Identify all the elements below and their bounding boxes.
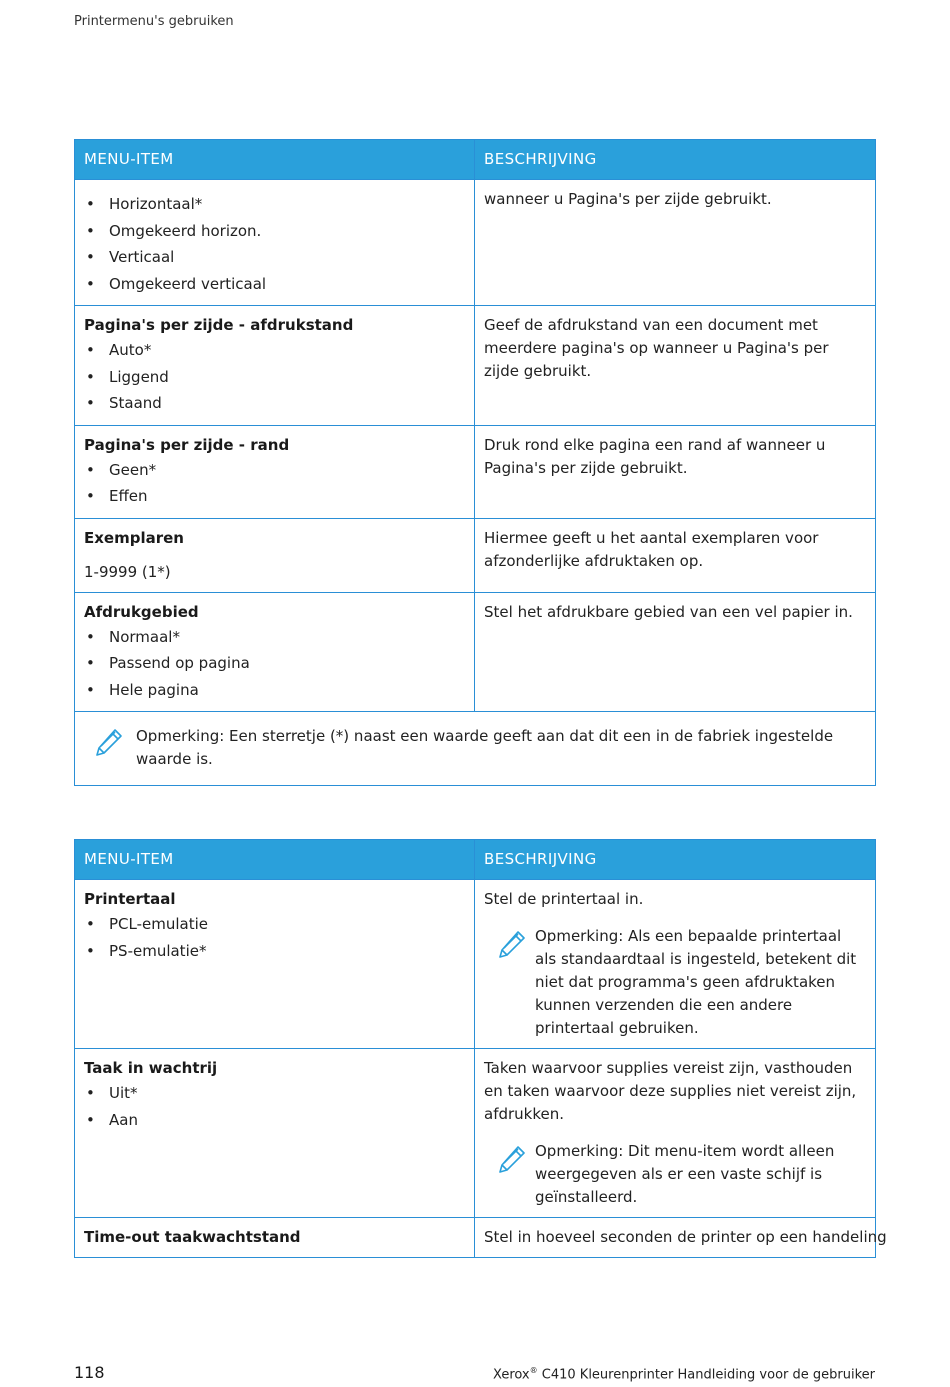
description-cell: Stel het afdrukbare gebied van een vel papier in.	[475, 592, 876, 712]
option: • Verticaal	[84, 244, 465, 271]
note-text: Opmerking: Dit menu-item wordt alleen weergegeven als er een vaste schijf is geïnstalleerd.	[535, 1142, 835, 1206]
footer-title	[493, 1366, 875, 1382]
menu-item-title: Pagina's per zijde - rand	[84, 435, 290, 454]
menu-item-title: Afdrukgebied	[84, 602, 199, 621]
table-row	[75, 880, 876, 1049]
option: • Horizontaal*	[84, 191, 465, 218]
option: • PS-emulatie*	[84, 938, 465, 965]
note-cell	[75, 712, 876, 786]
description-cell	[475, 880, 876, 1049]
table-row	[75, 306, 876, 426]
option: • Aan	[84, 1107, 465, 1134]
value-range: 1-9999 (1*)	[84, 562, 171, 581]
option: • Auto*	[84, 337, 465, 364]
pencil-icon	[497, 1144, 527, 1174]
option: • Hele pagina	[84, 677, 465, 704]
description-cell: Druk rond elke pagina een rand af wanneer u Pagina's per zijde gebruikt.	[475, 425, 876, 518]
menu-item-title: Exemplaren	[84, 528, 184, 547]
manual-title: C410 Kleurenprinter Handleiding voor de gebruiker	[537, 1367, 875, 1383]
table-row	[75, 518, 876, 592]
description-cell: wanneer u Pagina's per zijde gebruikt.	[475, 180, 876, 306]
option-list	[84, 911, 465, 964]
option: • Uit*	[84, 1080, 465, 1107]
note-row	[75, 712, 876, 786]
option: • Staand	[84, 390, 465, 417]
option: • Normaal*	[84, 624, 465, 651]
description-text: Stel de printertaal in.	[484, 890, 644, 908]
option-list	[84, 624, 465, 704]
description-cell: Geef de afdrukstand van een document met meerdere pagina's op wanneer u Pagina's per zijde gebruikt.	[475, 306, 876, 426]
col-header-menu-item: MENU-ITEM	[75, 840, 475, 880]
description-cell: Stel in hoeveel seconden de printer op een handeling	[475, 1218, 876, 1258]
menu-item-title: Time-out taakwachtstand	[84, 1228, 301, 1246]
table-header-row	[75, 840, 876, 880]
description-cell	[475, 1049, 876, 1218]
col-header-description: BESCHRIJVING	[475, 140, 876, 180]
note-text: Opmerking: Als een bepaalde printertaal als standaardtaal is ingesteld, betekent dit niet dat programma's geen afdruktaken kunnen verzenden die een andere printertaal gebruiken.	[535, 927, 857, 1037]
menu-item-cell	[75, 1218, 475, 1258]
table-row	[75, 1218, 876, 1258]
menu-item-cell	[75, 180, 475, 306]
col-header-menu-item: MENU-ITEM	[75, 140, 475, 180]
brand: Xerox	[493, 1367, 530, 1383]
menu-item-cell	[75, 592, 475, 712]
trademark: ®	[529, 1366, 538, 1375]
col-header-description: BESCHRIJVING	[475, 840, 876, 880]
table-row	[75, 425, 876, 518]
menu-item-title: Taak in wachtrij	[84, 1059, 218, 1077]
option: • Effen	[84, 483, 465, 510]
menu-item-cell	[75, 306, 475, 426]
table-header-row	[75, 140, 876, 180]
pencil-icon	[94, 727, 124, 757]
table-row	[75, 592, 876, 712]
menu-item-title: Printertaal	[84, 890, 176, 908]
menu-item-cell	[75, 880, 475, 1049]
menu-item-cell	[75, 518, 475, 592]
option-list	[84, 337, 465, 417]
note	[484, 1140, 866, 1209]
note	[84, 725, 866, 771]
option: • Liggend	[84, 364, 465, 391]
running-header: Printermenu's gebruiken	[74, 14, 234, 29]
option: • Omgekeerd verticaal	[84, 271, 465, 298]
pencil-icon	[497, 929, 527, 959]
menu-item-title: Pagina's per zijde - afdrukstand	[84, 316, 354, 334]
menu-table-2	[74, 839, 887, 1258]
table-row	[75, 180, 876, 306]
menu-item-cell	[75, 425, 475, 518]
option-list	[84, 191, 465, 297]
option-list	[84, 1080, 465, 1133]
page-number: 118	[74, 1363, 105, 1382]
note	[484, 925, 866, 1040]
description-text: Taken waarvoor supplies vereist zijn, vasthouden en taken waarvoor deze supplies niet vereist zijn, afdrukken.	[484, 1059, 857, 1123]
option-list	[84, 457, 465, 510]
menu-item-cell	[75, 1049, 475, 1218]
menu-table-1	[74, 139, 876, 786]
note-text: Opmerking: Een sterretje (*) naast een waarde geeft aan dat dit een in de fabriek ingestelde waarde is.	[136, 727, 834, 768]
option: • Passend op pagina	[84, 650, 465, 677]
table-row	[75, 1049, 876, 1218]
option: • PCL-emulatie	[84, 911, 465, 938]
description-cell: Hiermee geeft u het aantal exemplaren voor afzonderlijke afdruktaken op.	[475, 518, 876, 592]
option: • Geen*	[84, 457, 465, 484]
option: • Omgekeerd horizon.	[84, 218, 465, 245]
